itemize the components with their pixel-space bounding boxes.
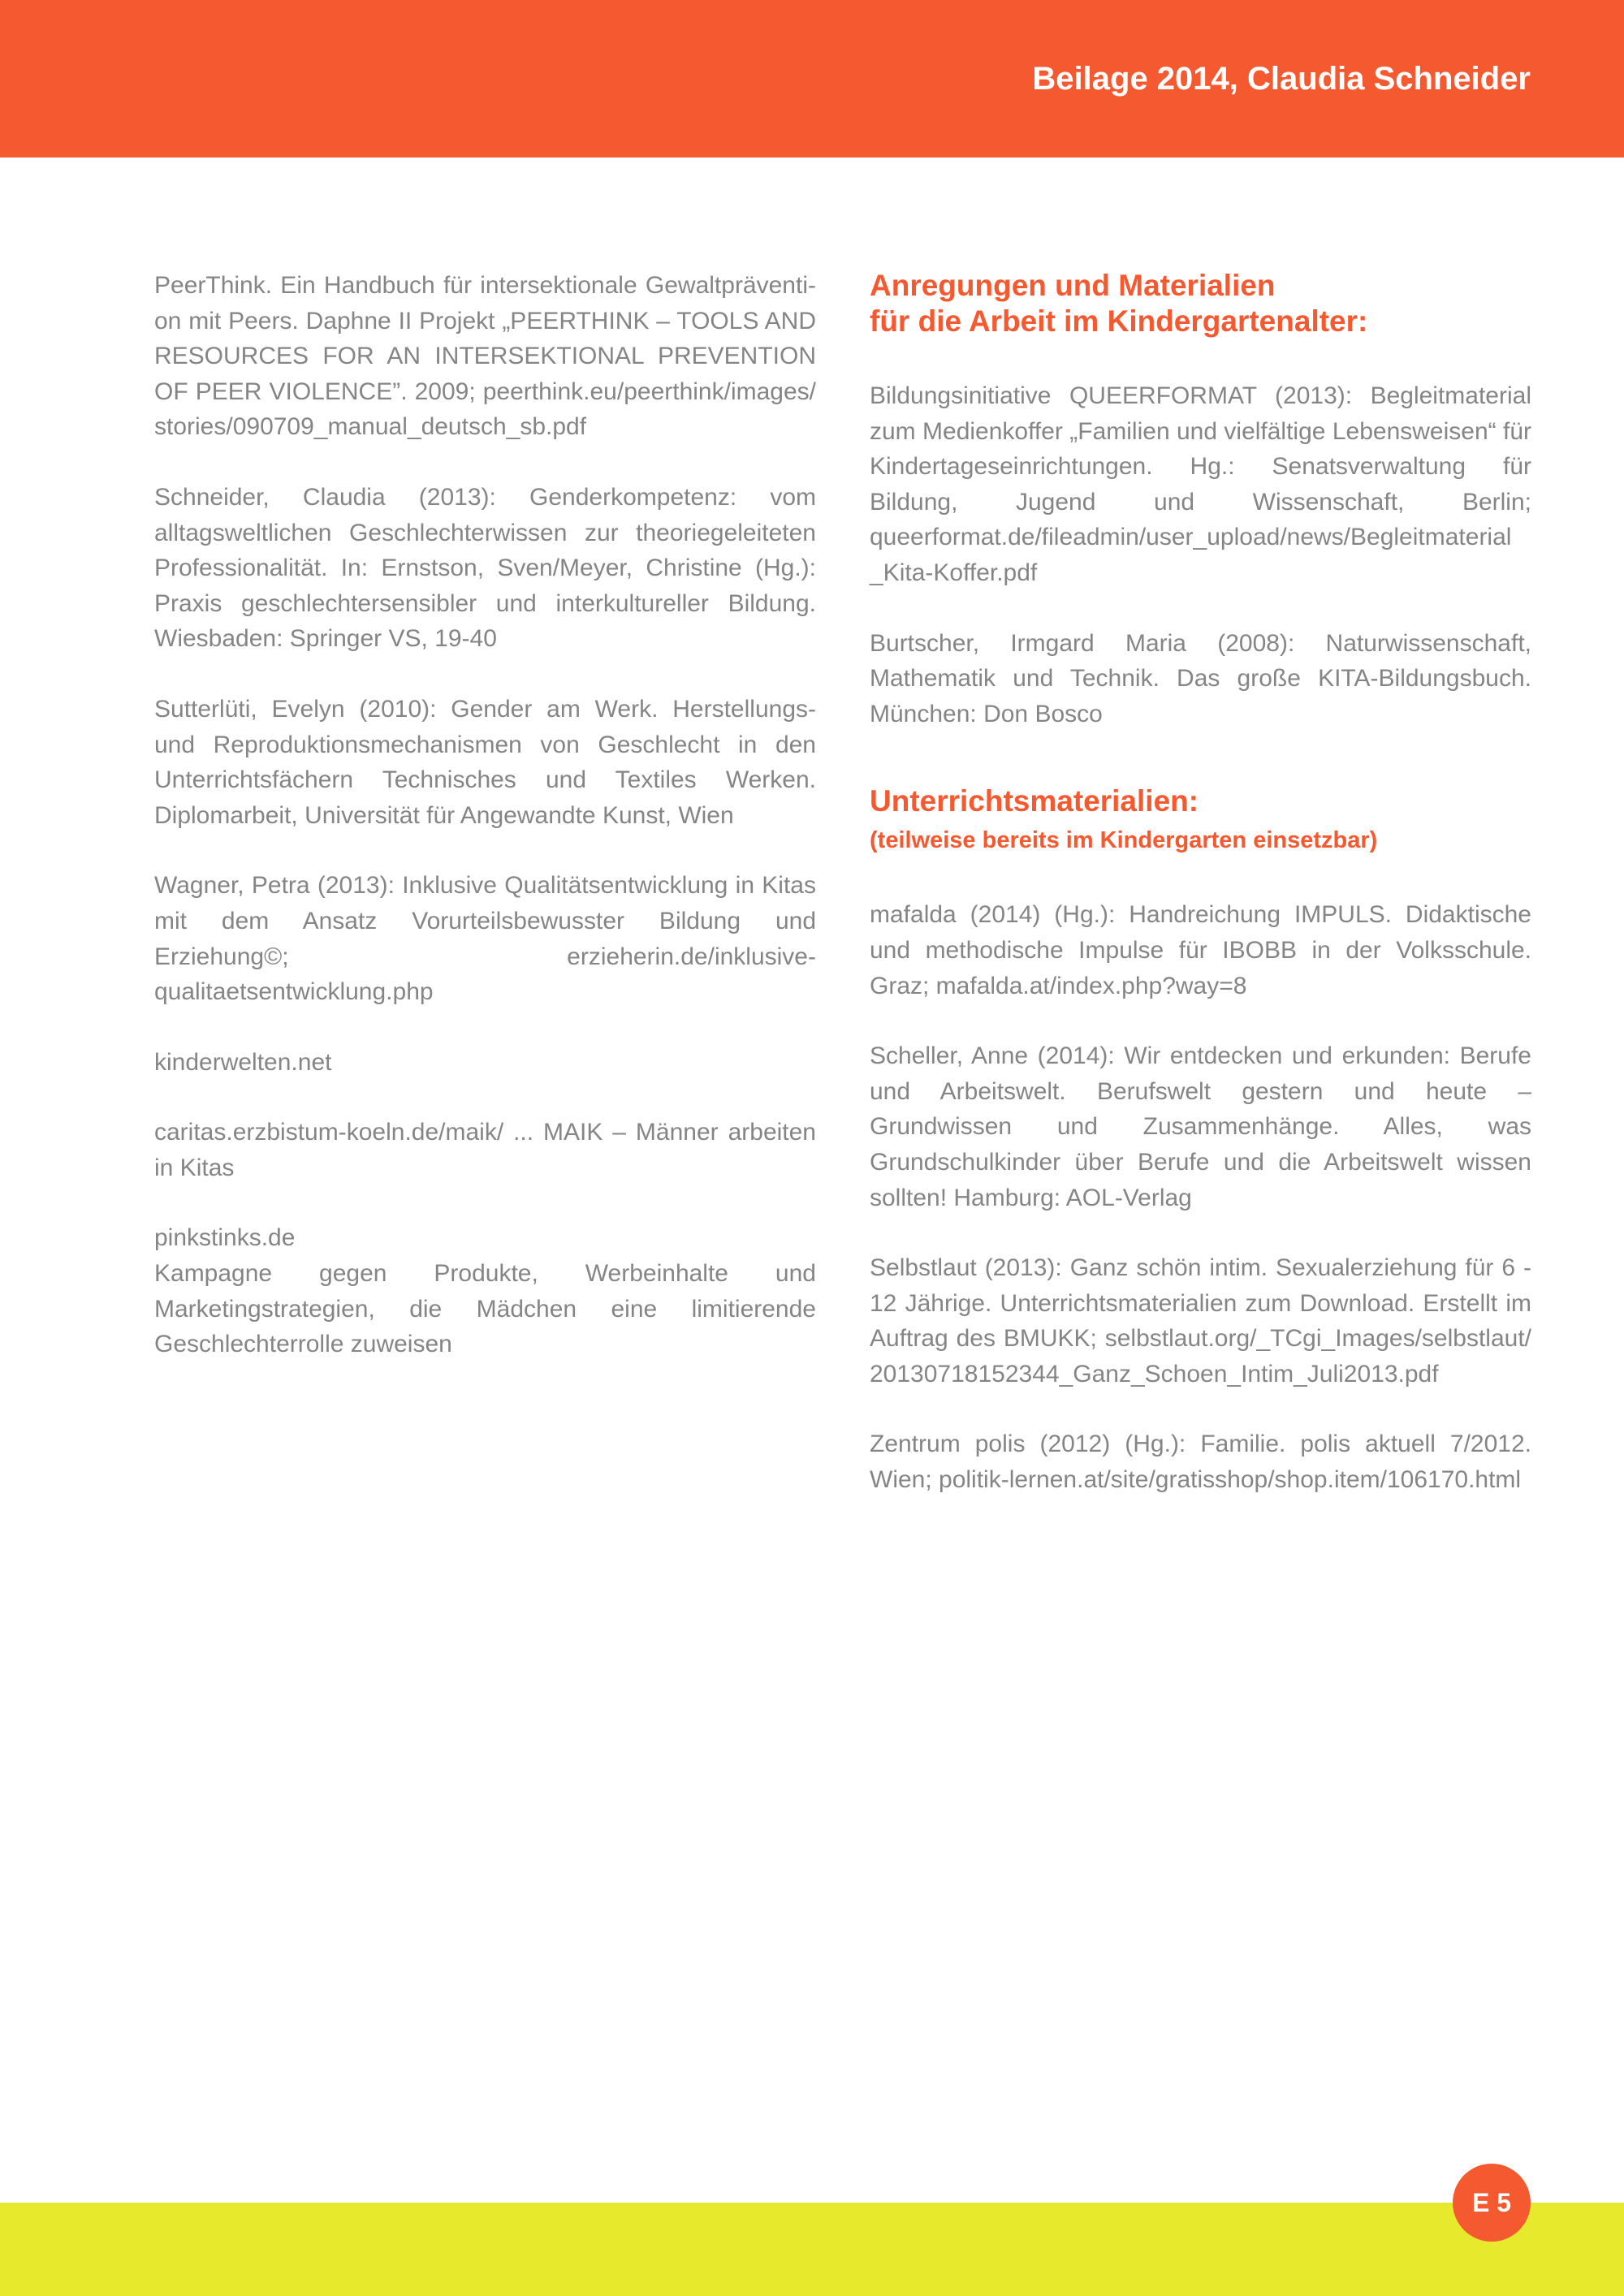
section-heading-unterricht [870,783,1531,858]
reference-schneider: Schneider, Claudia (2013): Genderkompetenz: vom alltagsweltlichen Geschlechterwissen zur theoriegeleiteten Professionalität. In: Ernstson, Sven/Meyer, Christine (Hg.): Praxis geschlechtersensibler und interkultureller Bildung. Wiesbaden: Springer VS, 19-40 [154,483,816,653]
reference-burtscher: Burtscher, Irmgard Maria (2008): Naturwissenschaft, Mathematik und Technik. Das große KITA-Bildungsbuch. München: Don Bosco [870,629,1531,727]
right-column [870,268,1531,1533]
header-title: Beilage 2014, Claudia Schneider [1032,61,1531,97]
section-subheading: (teilweise bereits im Kindergarten einsetzbar) [870,827,1378,854]
section-heading-line2: für die Arbeit im Kindergartenalter: [870,304,1368,338]
header-band [0,0,1624,158]
page-number-badge: E 5 [1453,2164,1531,2242]
reference-selbstlaut: Selbstlaut (2013): Ganz schön intim. Sexualerziehung für 6 - 12 Jährige. Unterrichtsmaterialien zum Download. Erstellt im Auftrag des BMUKK; selbstlaut.org/_TCgi_Images/selbstlaut/ 20130718152344_Ganz_Schoen_Intim_Juli2013.pdf [870,1254,1531,1388]
reference-kinderwelten: kinderwelten.net [154,1048,332,1076]
reference-scheller: Scheller, Anne (2014): Wir entdecken und erkunden: Berufe und Arbeitswelt. Berufswelt gestern und heute – Grundwissen und Zusammenhänge. Alles, was Grundschulkinder über Berufe und die Arbeitswelt wissen sollten! Hamburg: AOL-Verlag [870,1042,1531,1211]
reference-wagner: Wagner, Petra (2013): Inklusive Qualitätsentwicklung in Kitas mit dem Ansatz Vorurteilsbewusster Bildung und Erziehung©; erzieherin.de/inklusive-qualitaetsentwicklung.php [154,872,816,1006]
left-column [154,268,816,1397]
section-heading-line1: Anregungen und Materialien [870,269,1276,302]
section-heading-kindergarten [870,268,1531,339]
reference-sutterlueti: Sutterlüti, Evelyn (2010): Gender am Werk. Herstellungs- und Reproduktionsmechanismen von Geschlecht in den Unterrichtsfächern Technisches und Textiles Werken. Diplomarbeit, Universität für Angewandte Kunst, Wien [154,695,816,829]
footer-band [0,2203,1624,2296]
reference-zentrum-polis: Zentrum polis (2012) (Hg.): Familie. polis aktuell 7/2012. Wien; politik-lernen.at/site/gratisshop/shop.item/106170.html [870,1431,1531,1494]
reference-pinkstinks-title: pinkstinks.de [154,1224,296,1252]
reference-queerformat: Bildungsinitiative QUEERFORMAT (2013): Begleitmaterial zum Medienkoffer „Familien und vielfältige Lebensweisen“ für Kindertageseinrichtungen. Hg.: Senatsverwaltung für Bildung, Jugend und Wissenschaft, Berlin; queerformat.de/fileadmin/user_upload/news/Begleitmaterial _Kita-Koffer.pdf [870,382,1531,586]
reference-maik: caritas.erzbistum-koeln.de/maik/ ... MAIK – Männer arbeiten in Kitas [154,1119,816,1181]
section-heading-unterrichtsmaterialien: Unterrichtsmaterialien: [870,784,1199,818]
reference-pinkstinks-description: Kampagne gegen Produkte, Werbeinhalte und Marketingstrategien, die Mädchen eine limitierende Geschlechterrolle zuweisen [154,1260,816,1358]
reference-mafalda: mafalda (2014) (Hg.): Handreichung IMPULS. Didaktische und methodische Impulse für IBOBB in der Volksschule. Graz; mafalda.at/index.php?way=8 [870,901,1531,999]
reference-peerthink: PeerThink. Ein Handbuch für intersektionale Gewaltprävention mit Peers. Daphne II Projekt „PEERTHINK – TOOLS AND RESOURCES FOR AN INTERSEKTIONAL PREVENTION OF PEER VIOLENCE”. 2009; peerthink.eu/peerthink/images/ stories/090709_manual_deutsch_sb.pdf [154,272,816,441]
